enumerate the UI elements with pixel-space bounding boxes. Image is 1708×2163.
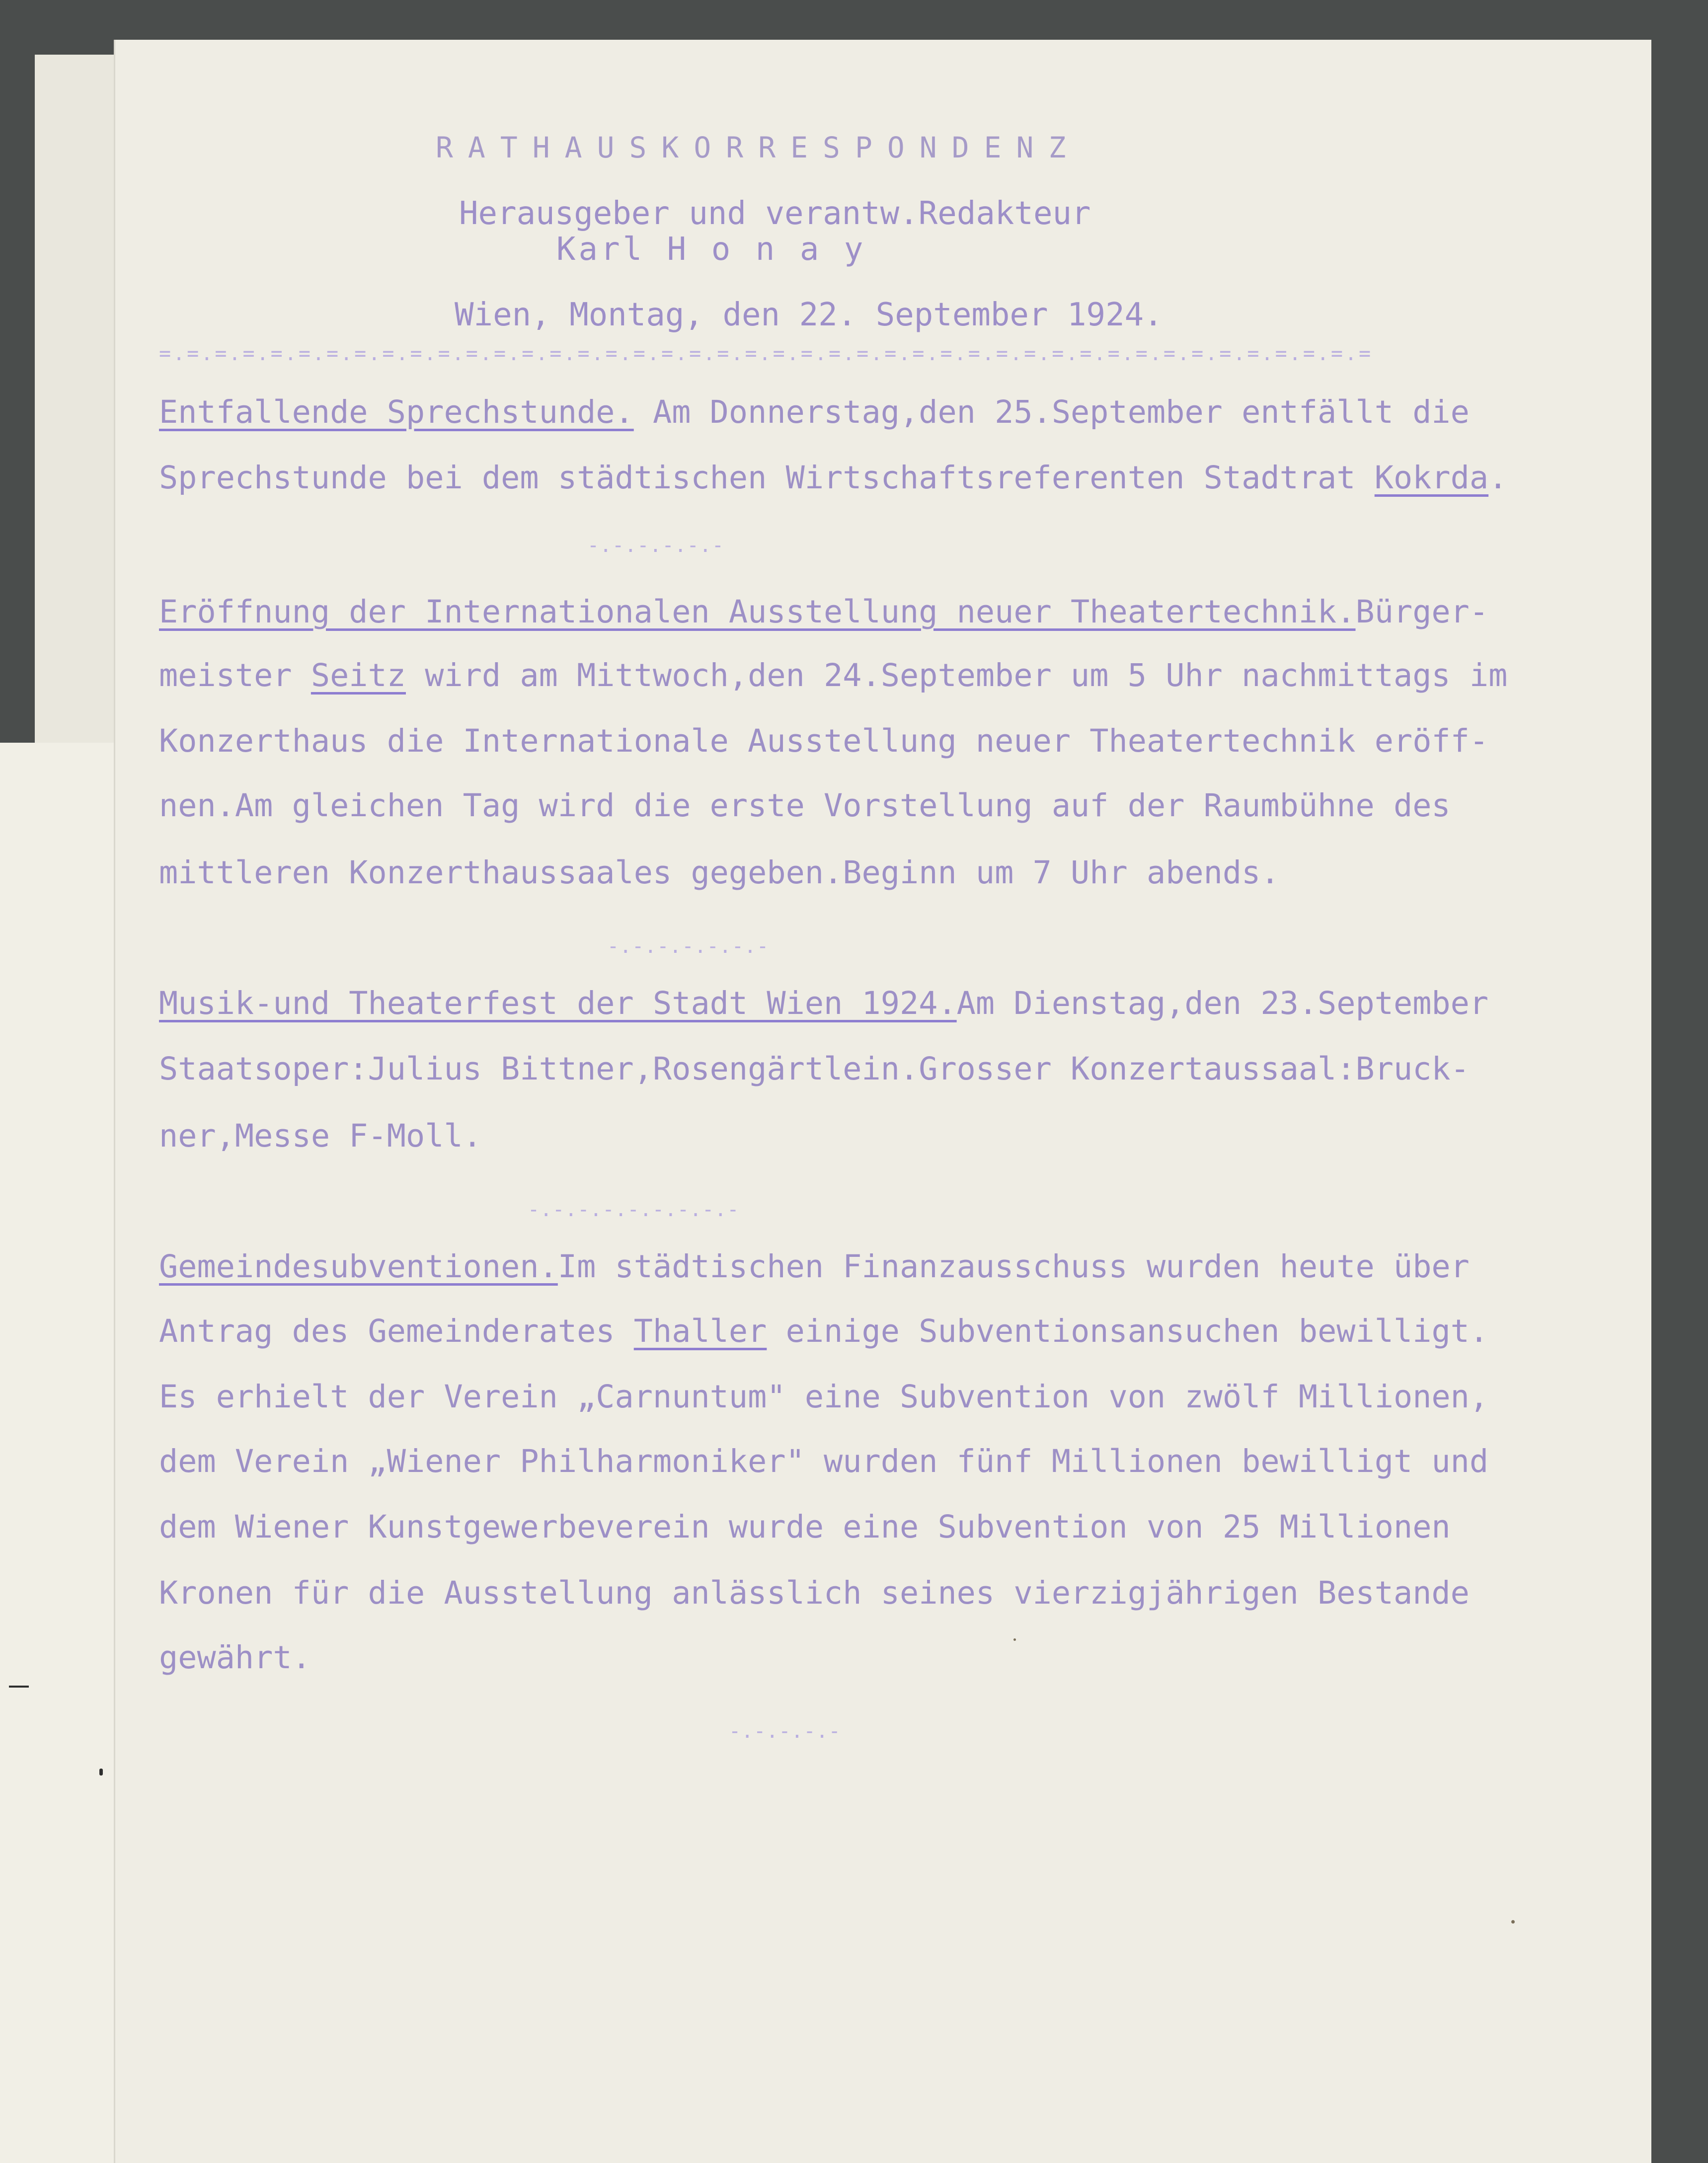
item-text: Sprechstunde bei dem städtischen Wirtschaftsreferenten Stadtrat	[159, 459, 1375, 496]
item-text: Im städtischen Finanzausschuss wurden heute über	[557, 1248, 1470, 1285]
item-line: dem Wiener Kunstgewerbeverein wurde eine Subvention von 25 Millionen	[159, 1508, 1451, 1545]
item-text: Bürger-	[1355, 593, 1489, 630]
item-separator: -.-.-.-.-.-	[587, 534, 724, 557]
item-separator: -.-.-.-.-.-.-.-.-	[528, 1198, 740, 1221]
item-line: Kronen für die Ausstellung anlässlich seines vierzigjährigen Bestande	[159, 1574, 1470, 1611]
item-line	[159, 985, 1489, 1021]
item-heading: Entfallende Sprechstunde.	[159, 393, 634, 430]
pencil-mark	[9, 1686, 29, 1688]
underlying-paper-edge	[35, 55, 119, 743]
item-heading: Gemeindesubventionen.	[159, 1248, 558, 1285]
item-line: mittleren Konzerthaussaales gegeben.Beginn um 7 Uhr abends.	[159, 854, 1280, 891]
item-text: meister	[159, 657, 311, 694]
item-text: Am Donnerstag,den 25.September entfällt die	[633, 393, 1470, 430]
item-line: Staatsoper:Julius Bittner,Rosengärtlein.Grosser Konzertaussaal:Bruck-	[159, 1050, 1470, 1087]
underlined-name: Thaller	[633, 1313, 767, 1349]
item-line	[159, 657, 1508, 694]
item-separator: -.-.-.-.-	[729, 1720, 841, 1743]
item-heading: Eröffnung der Internationalen Ausstellung neuer Theatertechnik.	[159, 593, 1356, 630]
paper-speck	[1511, 1920, 1515, 1924]
underlined-name: Seitz	[311, 657, 406, 694]
item-line: dem Verein „Wiener Philharmoniker" wurden fünf Millionen bewilligt und	[159, 1443, 1489, 1479]
item-heading: Musik-und Theaterfest der Stadt Wien 1924.	[159, 985, 957, 1021]
paper-speck	[1013, 1638, 1016, 1641]
item-line: Konzerthaus die Internationale Ausstellung neuer Theatertechnik eröff-	[159, 722, 1489, 759]
ink-dot	[99, 1769, 103, 1776]
item-text: wird am Mittwoch,den 24.September um 5 Uhr nachmittags im	[406, 657, 1508, 694]
item-line: ner,Messe F-Moll.	[159, 1117, 482, 1154]
item-line: gewährt.	[159, 1639, 311, 1676]
editor-name: Karl H o n a y	[556, 231, 866, 268]
masthead: RATHAUSKORRESPONDENZ	[436, 131, 1081, 164]
item-line	[159, 1315, 1488, 1347]
item-line	[159, 459, 1508, 496]
item-line: Es erhielt der Verein „Carnuntum" eine Subvention von zwölf Millionen,	[159, 1378, 1489, 1415]
header-rule: =.=.=.=.=.=.=.=.=.=.=.=.=.=.=.=.=.=.=.=.=.=.=.=.=.=.=.=.=.=.=.=.=.=.=.=.=.=.=.=.=.=.=.=	[159, 342, 1373, 365]
publisher-line: Herausgeber und verantw.Redakteur	[459, 195, 1091, 232]
item-separator: -.-.-.-.-.-.-	[607, 935, 770, 958]
item-line	[159, 1248, 1470, 1285]
item-text: einige Subventionsansuchen bewilligt.	[767, 1313, 1489, 1349]
item-text: Antrag des Gemeinderates	[159, 1313, 634, 1349]
item-line	[159, 593, 1489, 630]
typewritten-document	[115, 40, 1651, 2163]
item-text: Am Dienstag,den 23.September	[956, 985, 1489, 1021]
item-line	[159, 393, 1470, 430]
item-line: nen.Am gleichen Tag wird die erste Vorstellung auf der Raumbühne des	[159, 787, 1451, 824]
underlined-name: Kokrda	[1374, 459, 1489, 496]
dateline: Wien, Montag, den 22. September 1924.	[455, 297, 1163, 333]
item-text: .	[1488, 459, 1508, 496]
